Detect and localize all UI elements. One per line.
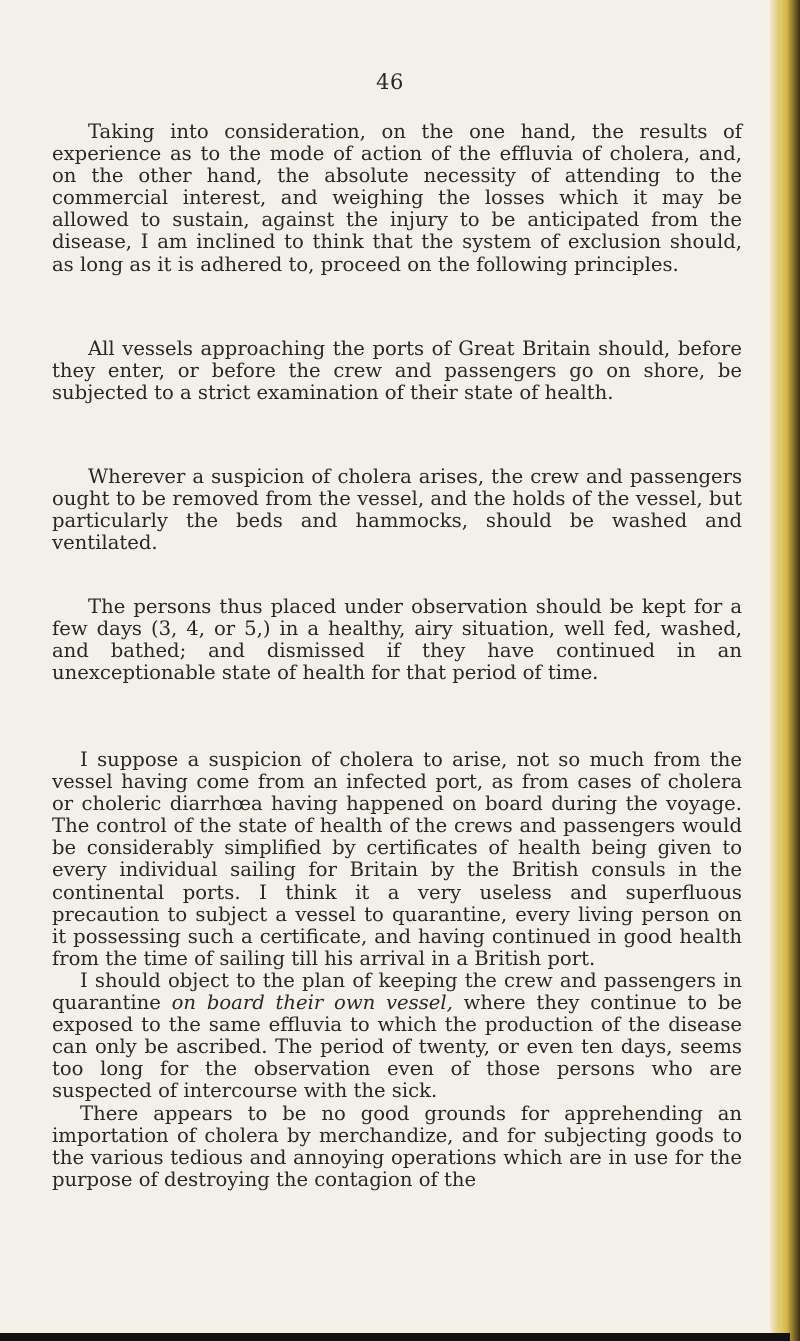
paragraph-3	[52, 466, 742, 576]
paragraph-text: All vessels approaching the ports of Great Britain should, before they enter, or before the crew and passengers go on shore, be subjected to a strict examination of their state of health.	[52, 337, 742, 405]
paragraph-text: Wherever a suspicion of cholera arises, the crew and passengers ought to be removed from the vessel, and the holds of the vessel, but particularly the beds and hammocks, should be washed and ventilated.	[52, 465, 742, 555]
paragraph-text: The persons thus placed under observation should be kept for a few days (3, 4, or 5,) in a healthy, airy situation, well fed, washed, and bathed; and dismissed if they have continued in an unexceptionable state of health for that period of time.	[52, 595, 742, 685]
paragraph-group	[52, 749, 742, 1191]
paragraph-6-end: where they continue to be exposed to the same effluvia to which the production of the disease can only be ascribed. The period of twenty, or even ten days, seems too long for the observation even of those persons who are suspected of intercourse with the sick.	[52, 991, 742, 1103]
paragraph-2	[52, 338, 742, 426]
scan-bottom-edge	[0, 1333, 790, 1341]
paragraph-1	[52, 121, 742, 298]
paragraph-7: There appears to be no good grounds for apprehending an importation of cholera by merchandize, and for subjecting goods to the various tedious and annoying operations which are in use for the purpose of destroying the contagion of the	[52, 1101, 742, 1191]
page-number: 46	[376, 70, 404, 94]
italic-phrase: on board their own vessel,	[171, 991, 453, 1015]
paragraph-6-start: I should object to the plan of keeping the crew and passengers in quarantine	[52, 968, 742, 1015]
scan-page-edge	[770, 0, 800, 1341]
paragraph-4	[52, 596, 742, 706]
paragraph-6	[52, 970, 742, 1103]
paragraph-text: Taking into consideration, on the one hand, the results of experience as to the mode of action of the effluvia of cholera, and, on the other hand, the absolute necessity of attending to the commercial interest, and weighing the losses which it may be allowed to sustain, against the injury to be anticipated from the disease, I am inclined to think that the system of exclusion should, as long as it is adhered to, proceed on the following principles.	[52, 120, 742, 276]
paragraph-5: I suppose a suspicion of cholera to arise, not so much from the vessel having come from an infected port, as from cases of cholera or choleric diarrhœa having happened on board during the voyage. The control of the state of health of the crews and passengers would be considerably simplified by certificates of health being given to every individual sailing for Britain by the British consuls in the continental ports. I think it a very useless and superfluous precaution to subject a vessel to quarantine, every living person on it possessing such a certificate, and having continued in good health from the time of sailing till his arrival in a British port.	[52, 748, 742, 970]
